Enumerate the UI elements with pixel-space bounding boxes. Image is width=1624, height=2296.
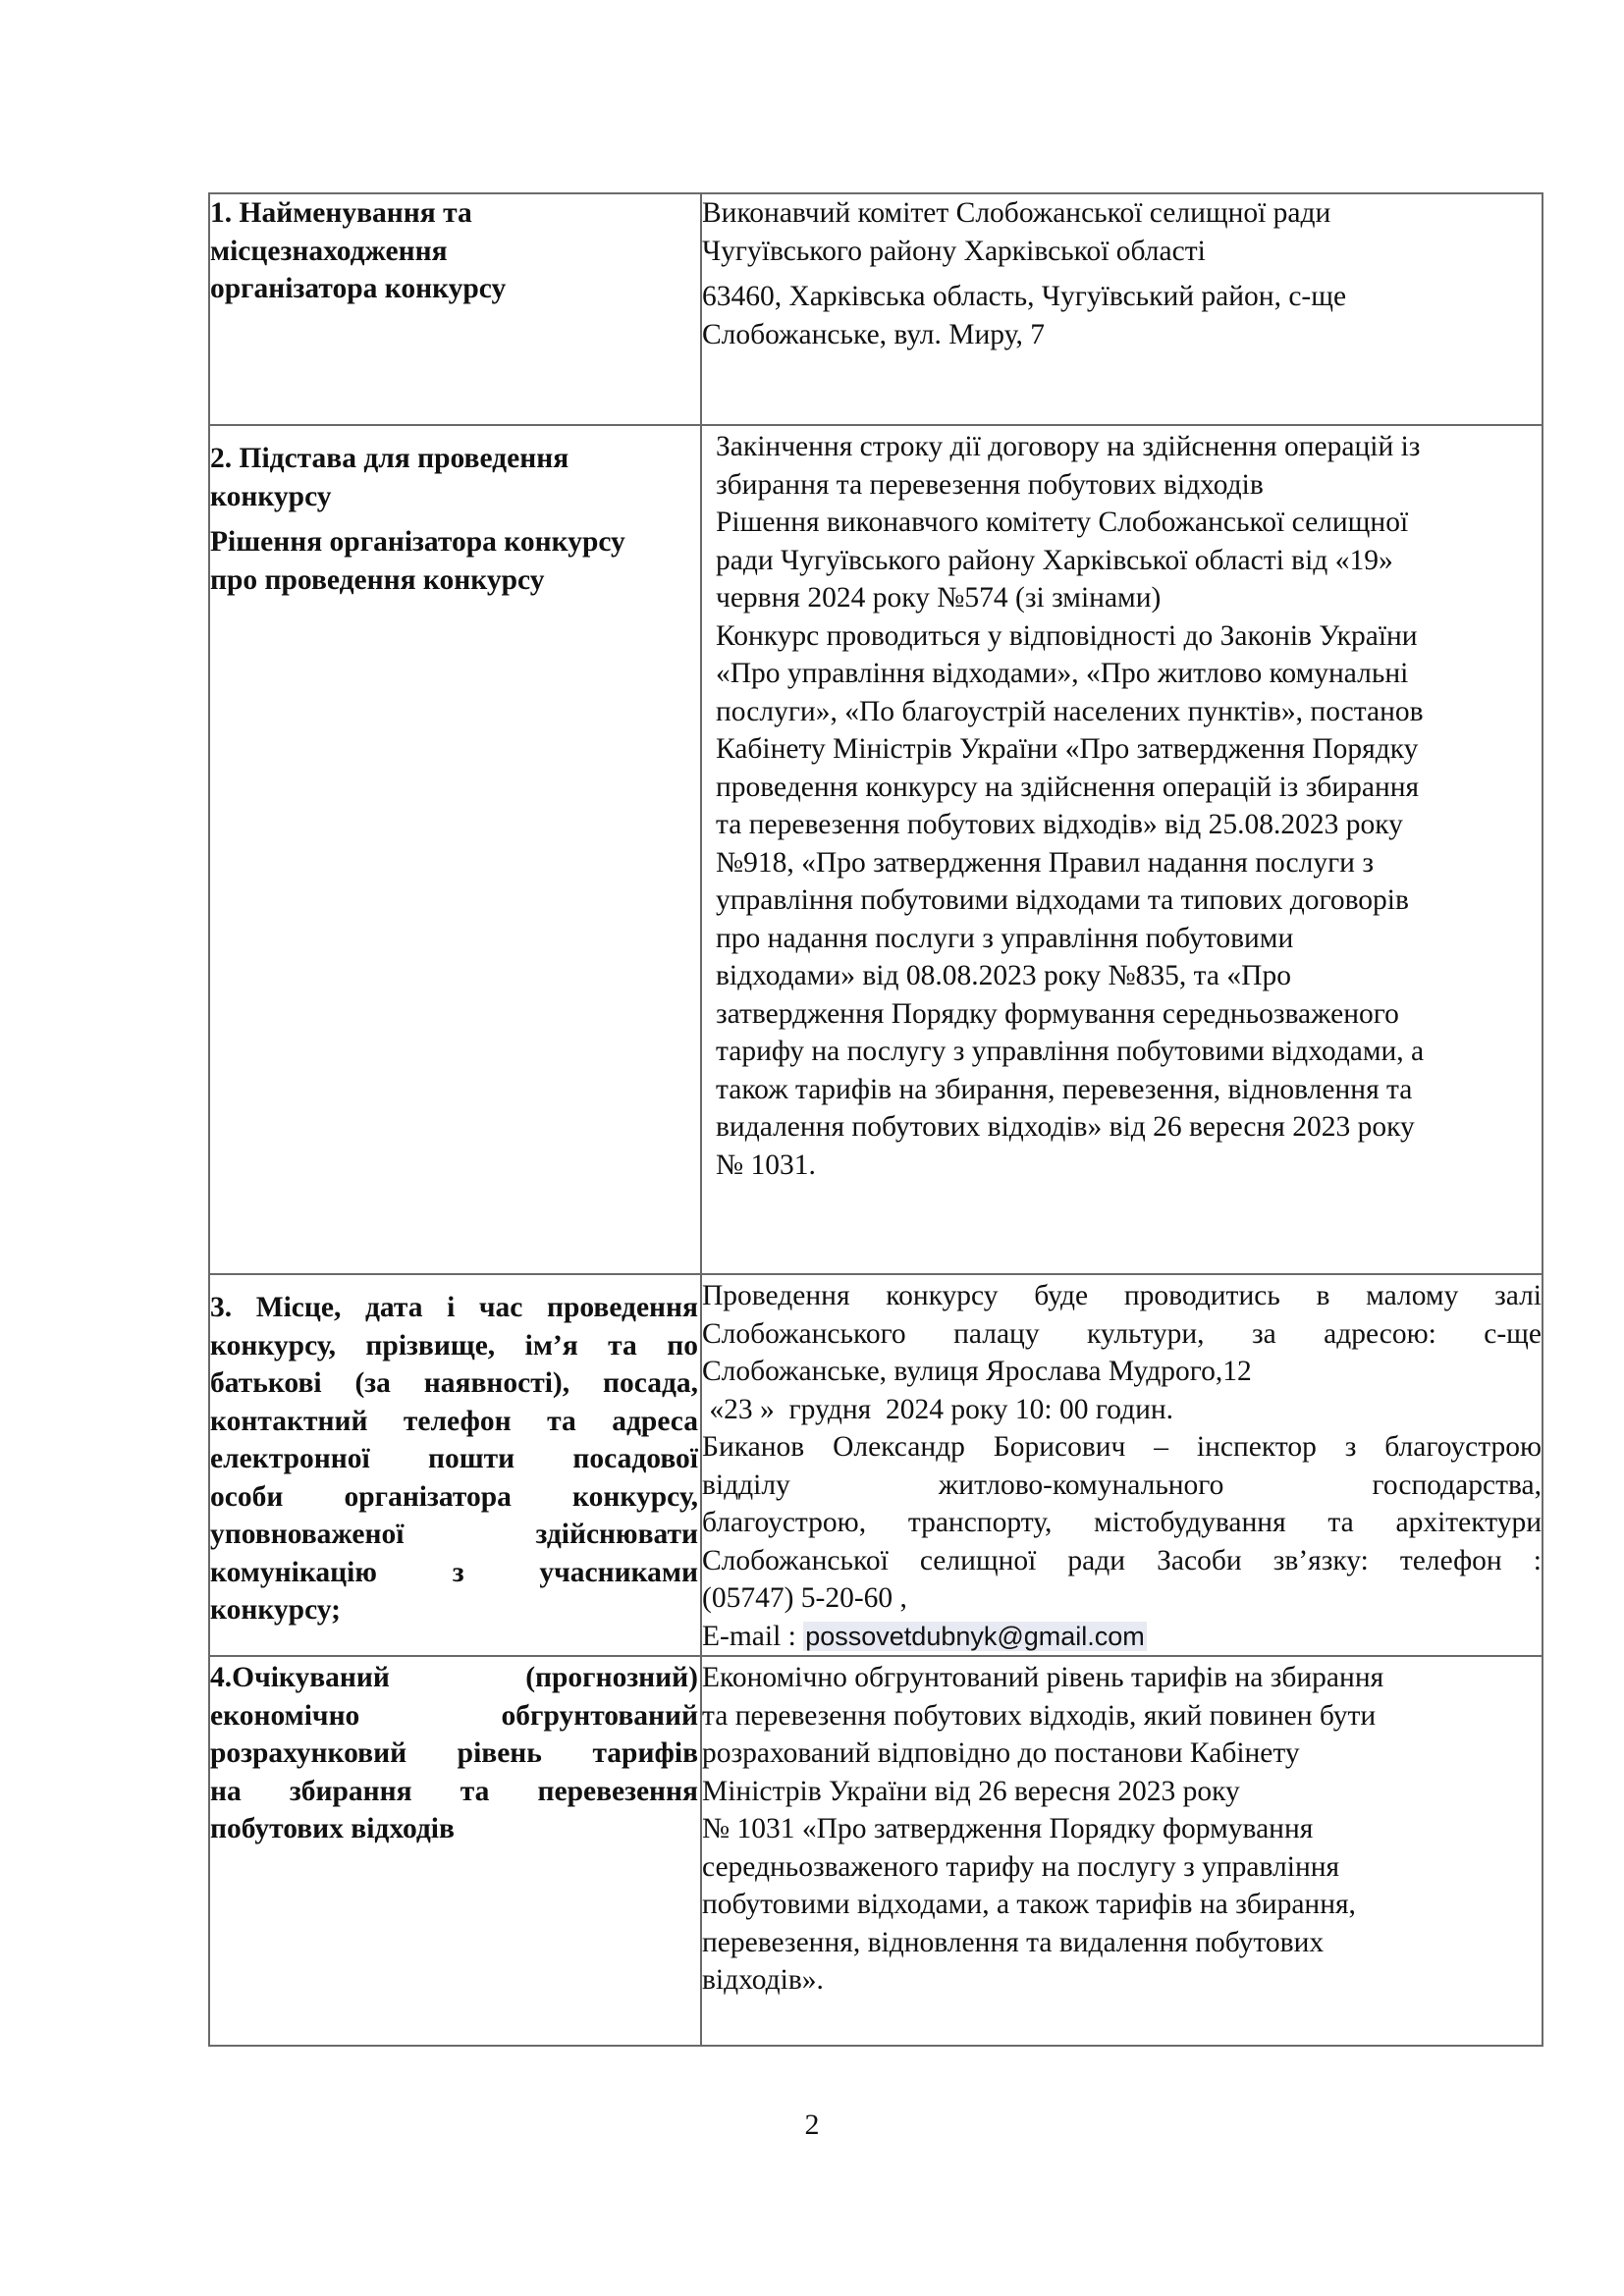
value-line: № 1031. xyxy=(716,1148,816,1181)
email-label: E-mail : xyxy=(702,1620,804,1652)
value-line: Виконавчий комітет Слобожанської селищної ради xyxy=(702,197,1331,229)
table-row xyxy=(209,1274,1543,1656)
value-line: відділу житлово-комунального господарства, xyxy=(702,1468,1542,1501)
value-line: відходами» від 08.08.2023 року №835, та «Про xyxy=(716,960,1291,991)
label-line: організатора конкурсу xyxy=(210,273,507,304)
label-line: конкурсу, прізвище, ім’я та по xyxy=(210,1329,698,1362)
value-line: проведення конкурсу на здійснення операцій із збирання xyxy=(716,771,1420,803)
label-line: комунікацію з учасниками xyxy=(210,1556,698,1588)
row-label-cell xyxy=(209,1274,701,1656)
value-line: збирання та перевезення побутових відходів xyxy=(716,468,1264,501)
value-line: Слобожанської селищної ради Засоби зв’язку: телефон : xyxy=(702,1544,1542,1576)
value-line: про надання послуги з управління побутовими xyxy=(716,922,1294,954)
label-line: 3. Місце, дата і час проведення xyxy=(210,1292,698,1323)
value-line: Рішення виконавчого комітету Слобожанської селищної xyxy=(716,507,1409,538)
label-line: побутових відходів xyxy=(210,1813,455,1844)
label-line: контактний телефон та адреса xyxy=(210,1405,698,1437)
label-line: про проведення конкурсу xyxy=(210,563,545,596)
value-line: Биканов Олександр Борисович – інспектор з благоустрою xyxy=(702,1431,1542,1463)
value-line: «23 » грудня 2024 року 10: 00 годин. xyxy=(702,1393,1174,1425)
value-line: та перевезення побутових відходів, який повинен бути xyxy=(702,1699,1377,1732)
table-row xyxy=(209,425,1543,1274)
label-line: конкурсу xyxy=(210,480,332,512)
value-line: Слобожанського палацу культури, за адресою: с-ще xyxy=(702,1317,1542,1350)
value-line: № 1031 «Про затвердження Порядку формування xyxy=(702,1813,1314,1844)
value-line: розрахований відповідно до постанови Кабінету xyxy=(702,1737,1300,1769)
value-line: тарифу на послугу з управління побутовими відходами, а xyxy=(716,1036,1425,1067)
contest-info-table xyxy=(208,192,1543,2047)
value-line: Чугуївського району Харківської області xyxy=(702,235,1206,267)
value-line: перевезення, відновлення та видалення побутових xyxy=(702,1926,1325,1958)
value-line: Закінчення строку дії договору на здійснення операцій із xyxy=(716,431,1421,462)
value-line: середньозваженого тарифу на послугу з управління xyxy=(702,1850,1340,1883)
label-line: 4.Очікуваний (прогнозний) xyxy=(210,1662,698,1693)
label-line: економічно обгрунтований xyxy=(210,1699,698,1732)
table-row xyxy=(209,1656,1543,2046)
email-link[interactable]: possovetdubnyk@gmail.com xyxy=(805,1621,1145,1651)
value-line: «Про управління відходами», «Про житлово комунальні xyxy=(716,658,1409,689)
value-line: Кабінету Міністрів України «Про затвердження Порядку xyxy=(716,733,1419,765)
row-value-cell xyxy=(701,1274,1543,1656)
label-line: Рішення організатора конкурсу xyxy=(210,526,625,558)
value-line: Економічно обгрунтований рівень тарифів на збирання xyxy=(702,1662,1384,1693)
label-line: місцезнаходження xyxy=(210,235,448,267)
label-line: електронної пошти посадової xyxy=(210,1443,698,1474)
value-line: Міністрів України від 26 вересня 2023 року xyxy=(702,1775,1240,1807)
value-line: також тарифів на збирання, перевезення, відновлення та xyxy=(716,1073,1413,1105)
label-line: уповноваженої здійснювати xyxy=(210,1519,698,1550)
value-line: затвердження Порядку формування середньозваженого xyxy=(716,997,1399,1030)
value-line: управління побутовими відходами та типових договорів xyxy=(716,884,1409,916)
label-line: особи організатора конкурсу, xyxy=(210,1480,698,1513)
value-line: відходів». xyxy=(702,1964,824,1996)
value-line: 63460, Харківська область, Чугуївський район, с-ще xyxy=(702,281,1347,312)
value-line: послуги», «По благоустрій населених пунктів», постанов xyxy=(716,695,1424,727)
value-line: Слобожанське, вулиця Ярослава Мудрого,12 xyxy=(702,1356,1252,1387)
value-line: червня 2024 року №574 (зі змінами) xyxy=(716,582,1162,614)
page-number: 2 xyxy=(804,2109,820,2141)
value-line: №918, «Про затвердження Правил надання послуги з xyxy=(716,846,1374,879)
value-line: Проведення конкурсу буде проводитись в малому залі xyxy=(702,1280,1542,1311)
value-line: побутовими відходами, а також тарифів на збирання, xyxy=(702,1889,1356,1920)
row-label-cell xyxy=(209,1656,701,2046)
row-value-cell xyxy=(701,1656,1543,2046)
label-line: розрахунковий рівень тарифів xyxy=(210,1737,698,1769)
row-label-cell xyxy=(209,425,701,1274)
row-label-cell xyxy=(209,193,701,425)
value-line: Конкурс проводиться у відповідності до Законів України xyxy=(716,619,1418,652)
value-line: благоустрою, транспорту, містобудування та архітектури xyxy=(702,1507,1542,1538)
row-value-cell xyxy=(701,425,1543,1274)
email-line xyxy=(702,1618,1542,1656)
value-line: видалення побутових відходів» від 26 вересня 2023 року xyxy=(716,1111,1415,1143)
value-line: Слобожанське, вул. Миру, 7 xyxy=(702,318,1045,350)
label-line: 1. Найменування та xyxy=(210,197,472,229)
label-line: на збирання та перевезення xyxy=(210,1775,698,1807)
label-line: 2. Підстава для проведення xyxy=(210,443,569,474)
table-row xyxy=(209,193,1543,425)
value-line: (05747) 5-20-60 , xyxy=(702,1582,907,1614)
value-line: ради Чугуївського району Харківської області від «19» xyxy=(716,544,1393,576)
row-value-cell xyxy=(701,193,1543,425)
value-line: та перевезення побутових відходів» від 25.08.2023 року xyxy=(716,809,1403,840)
label-line: батькові (за наявності), посада, xyxy=(210,1367,698,1399)
label-line: конкурсу; xyxy=(210,1594,341,1626)
